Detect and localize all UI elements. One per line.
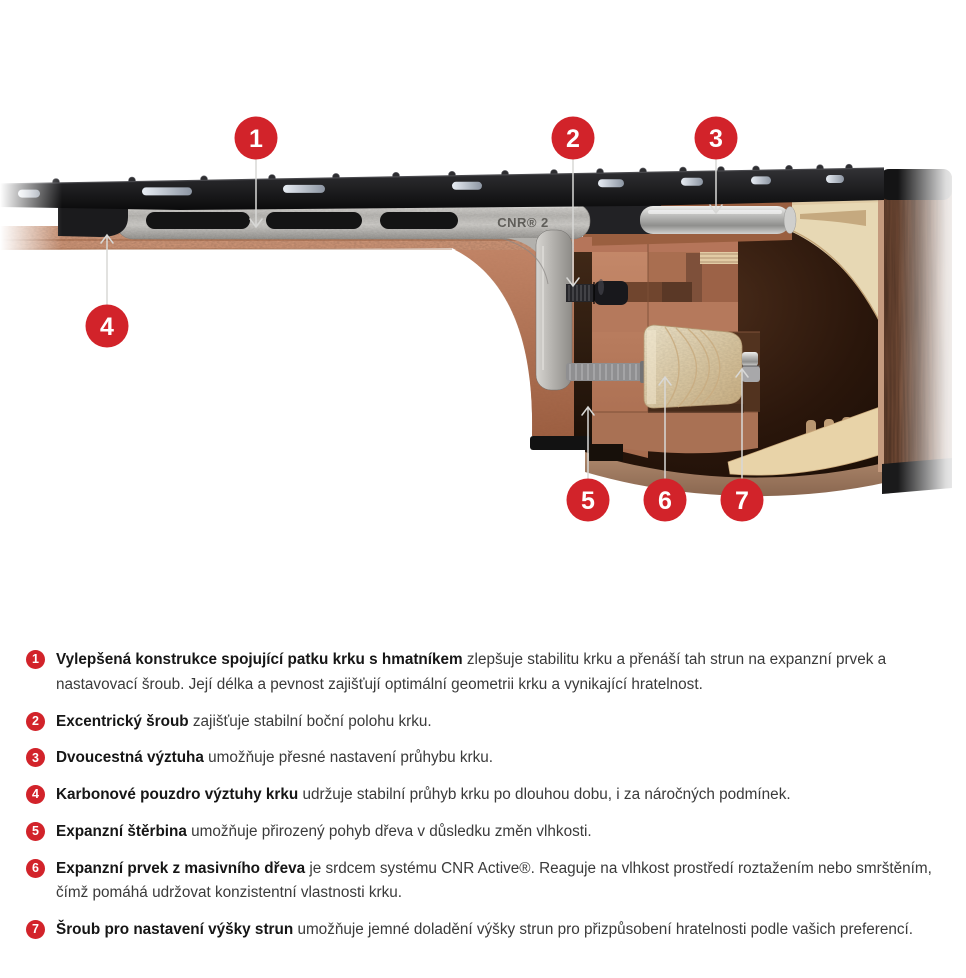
callout-4	[86, 305, 129, 348]
svg-text:7: 7	[735, 487, 749, 515]
legend-text-6: Expanzní prvek z masivního dřeva je srdcem systému CNR Active®. Reaguje na vlhkost prostředí roztažením nebo smrštěním, čímž pomáhá udržovat konzistentní vlastnosti krku.	[56, 859, 932, 902]
string-height-screw	[742, 352, 760, 382]
legend-bullet-7: 7	[26, 920, 45, 939]
callout-1	[235, 117, 278, 160]
left-fade	[0, 150, 62, 270]
adjustment-rod	[566, 361, 650, 383]
cnr-engraving: CNR® 2	[497, 215, 549, 230]
legend-text-2: Excentrický šroub zajišťuje stabilní boční polohu krku.	[56, 712, 432, 730]
svg-text:3: 3	[709, 125, 723, 153]
legend-bullet-5: 5	[26, 822, 45, 841]
svg-text:1: 1	[249, 125, 263, 153]
legend-bullet-1: 1	[26, 650, 45, 669]
expansion-block	[644, 325, 744, 413]
legend-item-2	[26, 710, 966, 735]
svg-text:6: 6	[658, 487, 672, 515]
legend-bullet-2: 2	[26, 712, 45, 731]
svg-text:5: 5	[581, 487, 595, 515]
fretboard	[0, 164, 884, 210]
right-fade	[898, 140, 966, 620]
svg-text:4: 4	[100, 313, 114, 341]
callout-7	[721, 479, 764, 522]
legend-text-5: Expanzní štěrbina umožňuje přirozený pohyb dřeva v důsledku změn vlhkosti.	[56, 822, 592, 840]
legend-item-4	[26, 783, 966, 808]
legend-item-5	[26, 820, 966, 845]
legend-list	[0, 632, 966, 943]
callout-5	[567, 479, 610, 522]
callout-2	[552, 117, 595, 160]
callout-6	[644, 479, 687, 522]
legend-text-3: Dvoucestná výztuha umožňuje přesné nastavení průhybu krku.	[56, 749, 494, 767]
legend-bullet-3: 3	[26, 748, 45, 767]
legend-text-7: Šroub pro nastavení výšky strun umožňuje jemné doladění výšky strun pro přizpůsobení hratelnosti podle vašich preferencí.	[56, 921, 914, 939]
svg-text:2: 2	[566, 125, 580, 153]
legend-item-3	[26, 746, 966, 771]
callout-3	[695, 117, 738, 160]
legend-bullet-6: 6	[26, 859, 45, 878]
legend-item-6	[26, 857, 966, 907]
legend-bullet-4: 4	[26, 785, 45, 804]
legend-text-1: Vylepšená konstrukce spojující patku krku s hmatníkem zlepšuje stabilitu krku a přenáší tah strun na expanzní prvek a nastavovací šroub. Její délka a pevnost zajišťují optimální geometrii krku a vynikající hratelnost.	[56, 651, 887, 693]
legend-text-4: Karbonové pouzdro výztuhy krku udržuje stabilní průhyb krku po dlouhou dobu, i za náročných podmínek.	[56, 786, 791, 804]
legend-item-1	[26, 648, 966, 698]
expansion-slot	[574, 237, 592, 450]
legend-item-7	[26, 918, 966, 943]
